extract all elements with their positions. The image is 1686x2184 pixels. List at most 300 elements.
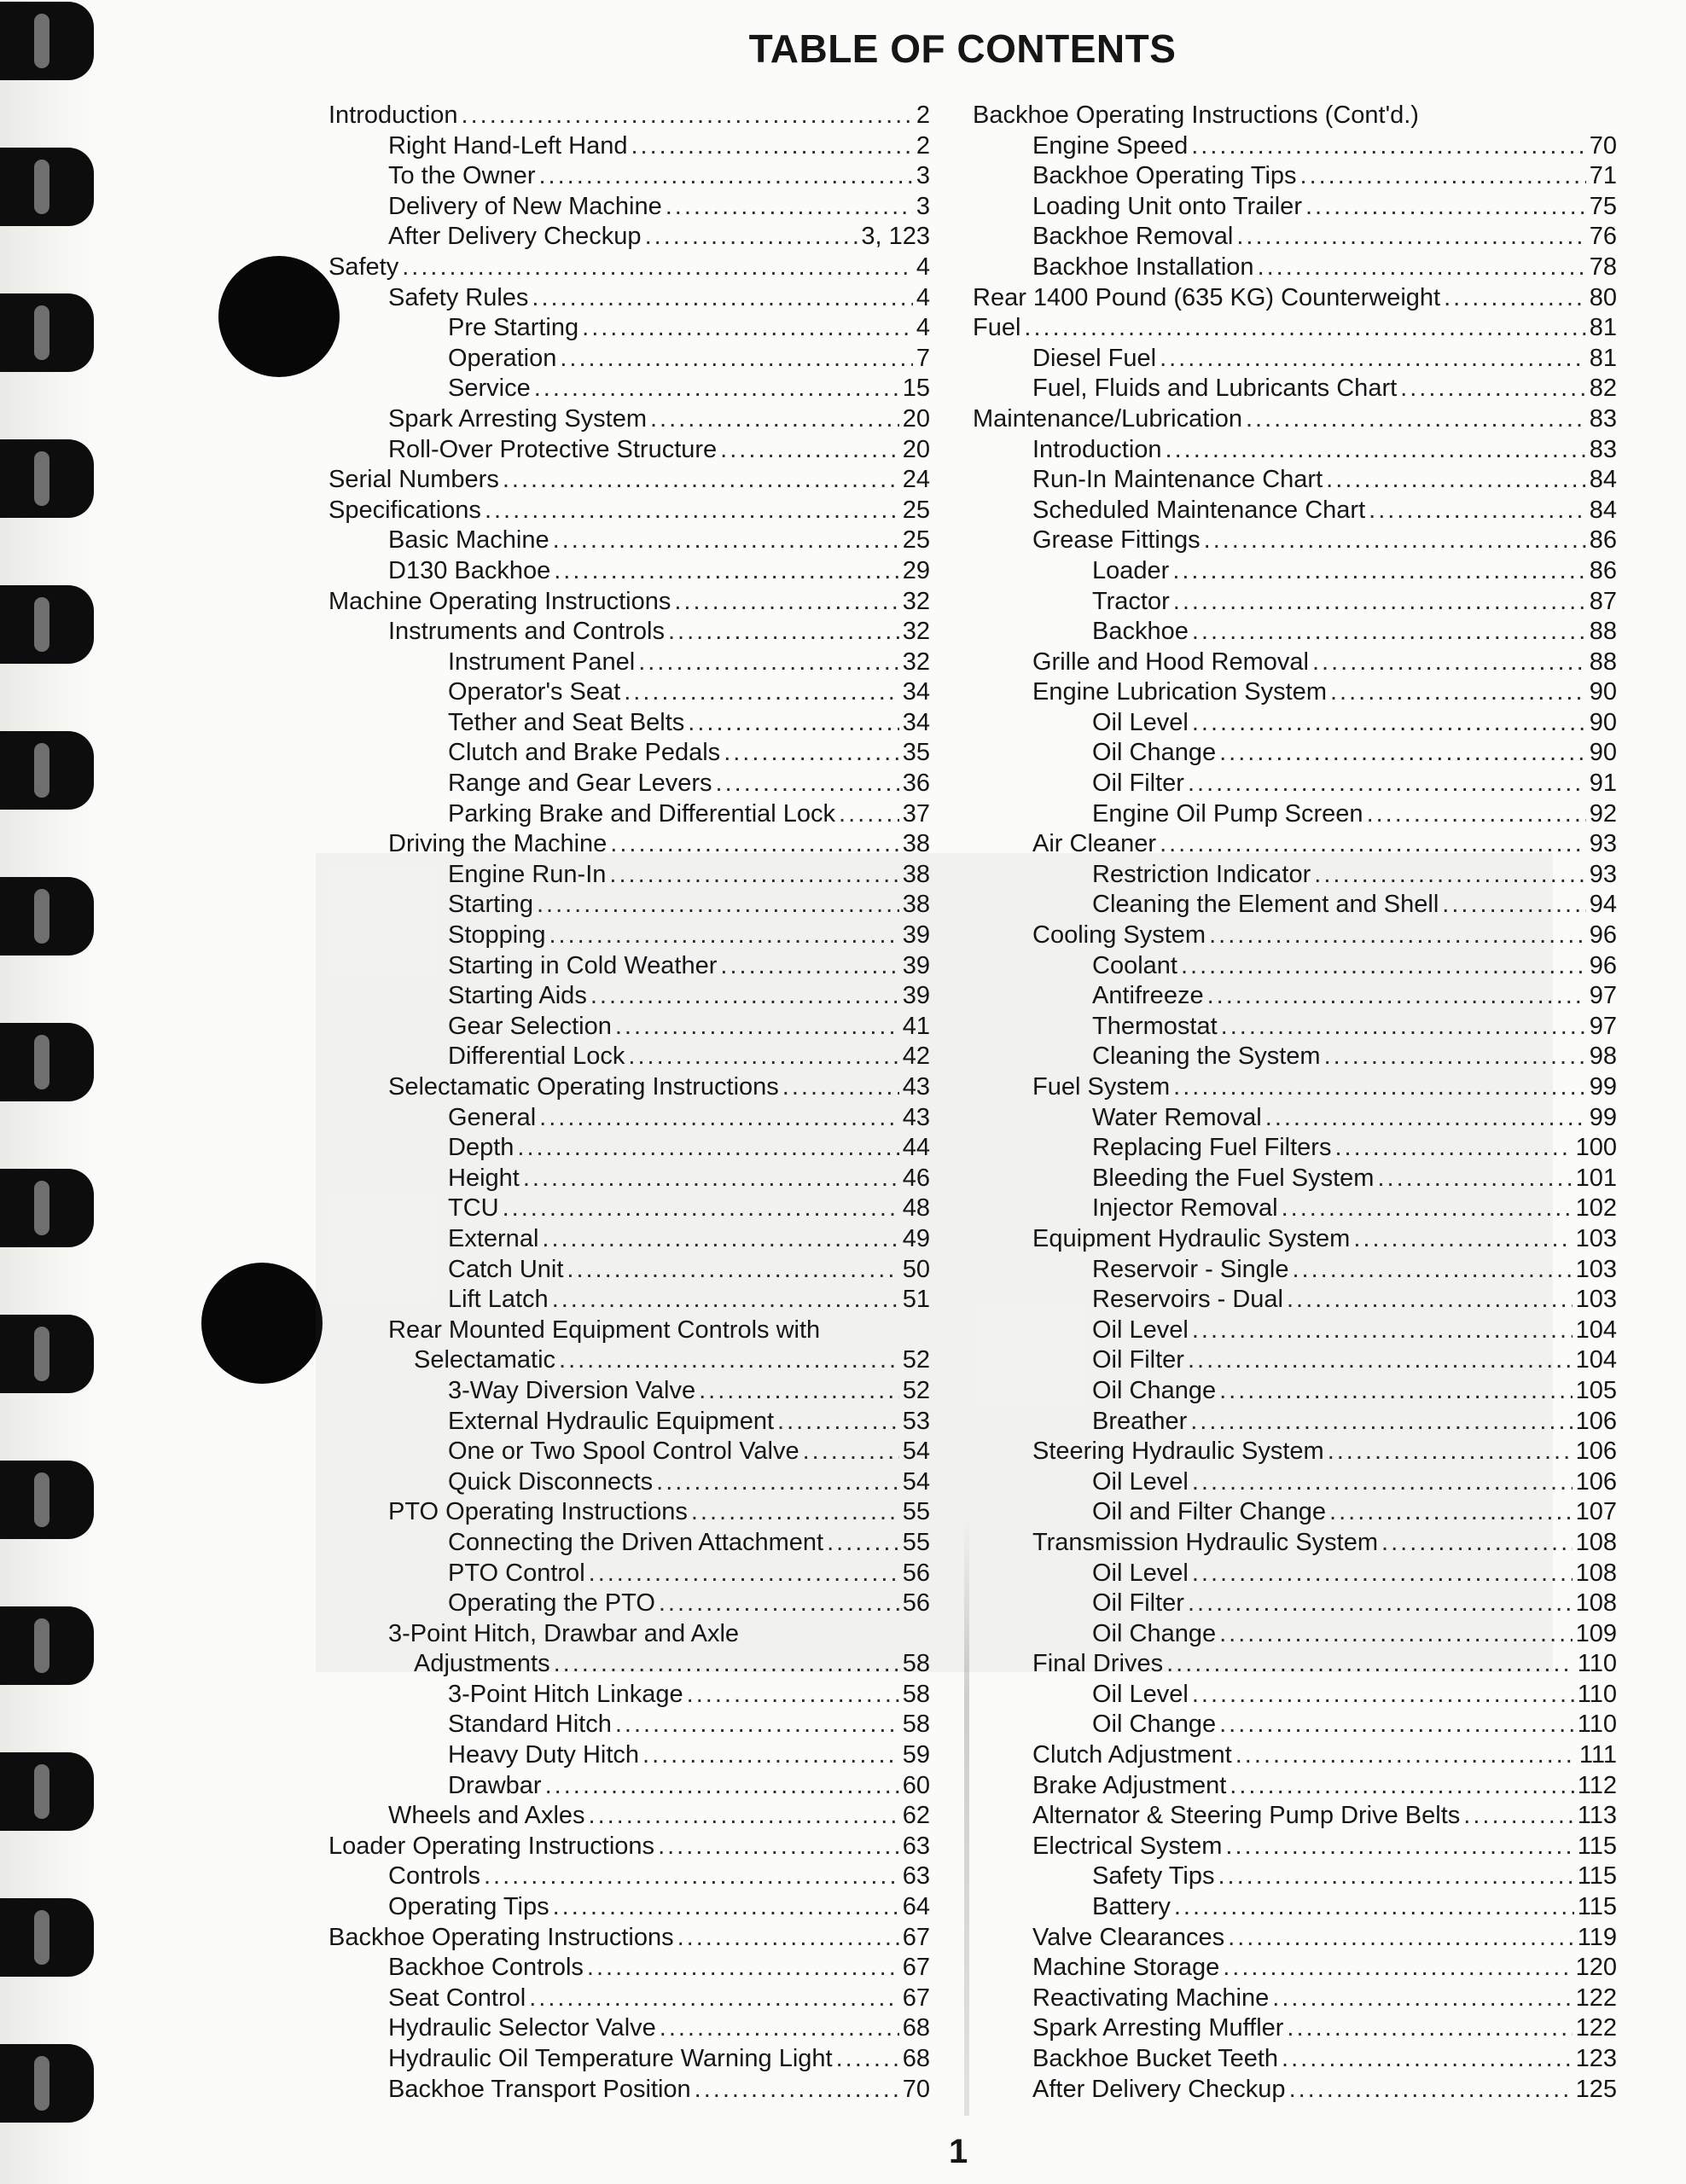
toc-entry-label: Controls bbox=[388, 1862, 480, 1891]
toc-entry bbox=[328, 587, 930, 618]
toc-entry-label: Engine Oil Pump Screen bbox=[1092, 799, 1363, 828]
dot-leader bbox=[1172, 556, 1585, 587]
dot-leader bbox=[587, 1953, 899, 1984]
toc-entry-page: 25 bbox=[902, 526, 930, 555]
toc-entry bbox=[973, 2013, 1617, 2044]
binding-coil bbox=[0, 1898, 94, 1977]
toc-entry bbox=[328, 1589, 930, 1619]
dot-leader bbox=[615, 1710, 899, 1740]
toc-entry-page: 110 bbox=[1577, 1711, 1617, 1739]
dot-leader bbox=[549, 921, 899, 951]
dot-leader bbox=[720, 951, 898, 982]
dot-leader bbox=[615, 1012, 899, 1043]
dot-leader bbox=[1218, 1862, 1573, 1892]
toc-entry bbox=[973, 1984, 1617, 2014]
toc-entry bbox=[973, 1345, 1617, 1376]
toc-entry bbox=[973, 648, 1617, 678]
toc-entry-page: 80 bbox=[1589, 283, 1617, 311]
toc-entry bbox=[328, 1407, 930, 1438]
dot-leader bbox=[610, 829, 898, 860]
toc-entry-label: Backhoe Operating Tips bbox=[1032, 162, 1297, 190]
toc-entry-page: 108 bbox=[1575, 1528, 1617, 1556]
toc-entry-label: Clutch and Brake Pedals bbox=[448, 739, 721, 767]
toc-entry bbox=[328, 1255, 930, 1286]
toc-entry-page: 70 bbox=[1589, 131, 1617, 160]
toc-entry-label: Selectamatic Operating Instructions bbox=[388, 1073, 779, 1101]
toc-entry bbox=[328, 829, 930, 860]
dot-leader bbox=[777, 1407, 899, 1438]
binding-coil bbox=[0, 1461, 94, 1539]
toc-entry bbox=[328, 1345, 930, 1376]
toc-entry-page: 7 bbox=[916, 344, 930, 372]
dot-leader bbox=[402, 253, 913, 283]
toc-entry-page: 37 bbox=[902, 799, 930, 828]
toc-entry-page: 110 bbox=[1577, 1680, 1617, 1708]
toc-entry-page: 87 bbox=[1589, 587, 1617, 615]
dot-leader bbox=[1353, 1224, 1572, 1255]
toc-entry-label: Backhoe Operating Instructions bbox=[328, 1923, 674, 1951]
toc-entry-label: Cleaning the Element and Shell bbox=[1092, 891, 1439, 919]
dot-leader bbox=[677, 1923, 899, 1954]
toc-entry-label: Electrical System bbox=[1032, 1832, 1223, 1860]
dot-leader bbox=[1173, 587, 1586, 618]
toc-entry-page: 123 bbox=[1575, 2045, 1617, 2072]
dot-leader bbox=[560, 344, 913, 375]
dot-leader bbox=[1329, 1497, 1573, 1528]
toc-entry-page: 109 bbox=[1575, 1619, 1617, 1647]
toc-entry bbox=[973, 799, 1617, 830]
binding-coil bbox=[0, 1315, 94, 1393]
toc-entry bbox=[973, 556, 1617, 587]
toc-entry bbox=[973, 587, 1617, 618]
toc-entry-page: 81 bbox=[1589, 344, 1617, 372]
toc-entry bbox=[328, 617, 930, 648]
dot-leader bbox=[645, 222, 858, 253]
toc-entry bbox=[973, 313, 1617, 344]
toc-entry bbox=[973, 829, 1617, 860]
dot-leader bbox=[589, 1559, 899, 1589]
toc-entry-label: Backhoe Controls bbox=[388, 1954, 584, 1982]
toc-entry-label: Connecting the Driven Attachment bbox=[448, 1528, 824, 1556]
toc-entry bbox=[973, 1953, 1617, 1984]
toc-entry-label: Quick Disconnects bbox=[448, 1467, 654, 1496]
toc-entry-page: 115 bbox=[1577, 1893, 1617, 1921]
toc-entry-label: Rear 1400 Pound (635 KG) Counterweight bbox=[973, 283, 1441, 311]
toc-entry bbox=[973, 1862, 1617, 1892]
toc-entry-label: Backhoe Removal bbox=[1032, 223, 1234, 251]
dot-leader bbox=[537, 890, 899, 921]
toc-entry-label: Backhoe Bucket Teeth bbox=[1032, 2045, 1279, 2072]
toc-entry bbox=[973, 1923, 1617, 1954]
binding-coil bbox=[0, 585, 94, 664]
toc-entry bbox=[973, 1832, 1617, 1862]
dot-leader bbox=[659, 1589, 899, 1619]
dot-leader bbox=[1463, 1801, 1573, 1832]
toc-entry bbox=[328, 1012, 930, 1043]
toc-entry-page: 2 bbox=[916, 102, 930, 129]
toc-entry bbox=[328, 860, 930, 891]
toc-entry-label: After Delivery Checkup bbox=[388, 223, 642, 251]
toc-entry bbox=[328, 799, 930, 830]
toc-entry-label: Cooling System bbox=[1032, 921, 1206, 950]
toc-entry-label: Grille and Hood Removal bbox=[1032, 648, 1309, 676]
toc-entry-page: 55 bbox=[902, 1498, 930, 1526]
dot-leader bbox=[1282, 1194, 1573, 1224]
toc-entry-page: 50 bbox=[902, 1255, 930, 1283]
toc-entry bbox=[328, 496, 930, 526]
toc-entry-label: 3-Point Hitch, Drawbar and Axle bbox=[388, 1619, 740, 1647]
toc-entry-label: Seat Control bbox=[388, 1984, 526, 2012]
toc-entry-page: 4 bbox=[916, 253, 930, 281]
dot-leader bbox=[656, 1467, 899, 1498]
toc-entry bbox=[973, 1559, 1617, 1589]
dot-leader bbox=[1312, 648, 1586, 678]
toc-entry bbox=[973, 1224, 1617, 1255]
toc-entry-page: 90 bbox=[1589, 739, 1617, 767]
dot-leader bbox=[590, 981, 899, 1012]
dot-leader bbox=[553, 1892, 899, 1923]
toc-entry-label: Maintenance/Lubrication bbox=[973, 404, 1242, 433]
dot-leader bbox=[1166, 1649, 1574, 1680]
toc-entry bbox=[973, 981, 1617, 1012]
toc-entry bbox=[328, 769, 930, 799]
toc-entry-page: 39 bbox=[902, 921, 930, 950]
toc-entry-page: 108 bbox=[1575, 1559, 1617, 1587]
toc-entry-label: Oil Change bbox=[1092, 1376, 1217, 1404]
toc-entry-page: 20 bbox=[902, 404, 930, 433]
toc-entry-label: Thermostat bbox=[1092, 1012, 1218, 1040]
toc-entry-page: 32 bbox=[902, 587, 930, 615]
dot-leader bbox=[553, 526, 899, 556]
dot-leader bbox=[1230, 1771, 1573, 1802]
toc-entry bbox=[973, 283, 1617, 314]
dot-leader bbox=[674, 587, 898, 618]
toc-entry bbox=[328, 1801, 930, 1832]
toc-entry bbox=[328, 161, 930, 192]
toc-entry-label: PTO Operating Instructions bbox=[388, 1498, 688, 1526]
toc-entry bbox=[328, 435, 930, 466]
toc-entry bbox=[328, 222, 930, 253]
toc-entry-label: Backhoe Operating Instructions (Cont'd.) bbox=[973, 102, 1419, 129]
dot-leader bbox=[1188, 1345, 1573, 1376]
toc-entry-page: 103 bbox=[1575, 1255, 1617, 1283]
toc-entry-page: 62 bbox=[902, 1802, 930, 1830]
toc-entry bbox=[973, 1740, 1617, 1771]
toc-entry-page: 59 bbox=[902, 1741, 930, 1769]
toc-entry-label: Lift Latch bbox=[448, 1286, 549, 1314]
toc-entry bbox=[973, 1133, 1617, 1164]
toc-entry bbox=[973, 1012, 1617, 1043]
toc-entry bbox=[328, 1771, 930, 1802]
toc-entry-page: 48 bbox=[902, 1194, 930, 1223]
toc-entry-page: 55 bbox=[902, 1528, 930, 1556]
dot-leader bbox=[1282, 2044, 1573, 2075]
toc-entry-page: 97 bbox=[1589, 1012, 1617, 1040]
dot-leader bbox=[803, 1437, 899, 1467]
toc-entry-page: 113 bbox=[1577, 1802, 1617, 1830]
toc-entry-label: Selectamatic bbox=[414, 1346, 556, 1374]
toc-entry bbox=[973, 161, 1617, 192]
toc-entry-page: 3 bbox=[916, 192, 930, 220]
toc-entry bbox=[973, 374, 1617, 404]
toc-entry bbox=[973, 1285, 1617, 1316]
toc-entry-page: 107 bbox=[1575, 1498, 1617, 1526]
toc-entry-label: Range and Gear Levers bbox=[448, 770, 712, 798]
toc-entry-page: 122 bbox=[1575, 2014, 1617, 2042]
toc-entry bbox=[973, 192, 1617, 223]
toc-entry-page: 68 bbox=[902, 2014, 930, 2042]
dot-leader bbox=[1221, 1012, 1586, 1043]
toc-entry-label: Backhoe Transport Position bbox=[388, 2075, 691, 2103]
dot-leader bbox=[1400, 374, 1586, 404]
dot-leader bbox=[554, 556, 898, 587]
toc-entry-page: 49 bbox=[902, 1224, 930, 1252]
dot-leader bbox=[1272, 1984, 1572, 2014]
toc-entry-label: Loader Operating Instructions bbox=[328, 1832, 655, 1860]
toc-entry-label: Fuel, Fluids and Lubricants Chart bbox=[1032, 375, 1398, 403]
dot-leader bbox=[716, 769, 899, 799]
toc-entry-label: Operator's Seat bbox=[448, 678, 621, 706]
toc-entry-label: Oil Level bbox=[1092, 1467, 1189, 1496]
toc-entry-page: 84 bbox=[1589, 466, 1617, 494]
toc-entry-label: Valve Clearances bbox=[1032, 1923, 1225, 1951]
toc-entry-page: 122 bbox=[1575, 1984, 1617, 2012]
toc-entry-page: 24 bbox=[902, 466, 930, 494]
toc-entry-page: 81 bbox=[1589, 314, 1617, 342]
toc-entry-label: Bleeding the Fuel System bbox=[1092, 1164, 1375, 1192]
dot-leader bbox=[1300, 161, 1586, 192]
toc-entry-page: 3, 123 bbox=[861, 223, 930, 251]
toc-entry-page: 3 bbox=[916, 162, 930, 190]
toc-entry-page: 93 bbox=[1589, 860, 1617, 888]
toc-entry-label: Engine Lubrication System bbox=[1032, 678, 1327, 706]
toc-entry bbox=[328, 1316, 930, 1346]
dot-leader bbox=[1219, 1619, 1573, 1650]
dot-leader bbox=[1265, 1103, 1586, 1134]
toc-entry-page: 90 bbox=[1589, 708, 1617, 736]
toc-entry-page: 115 bbox=[1577, 1832, 1617, 1860]
toc-entry-page: 2 bbox=[916, 131, 930, 160]
dot-leader bbox=[1191, 131, 1586, 162]
toc-entry-label: Safety Tips bbox=[1092, 1862, 1215, 1891]
toc-entry bbox=[328, 1892, 930, 1923]
toc-entry bbox=[973, 1467, 1617, 1498]
toc-entry-page: 15 bbox=[902, 375, 930, 403]
toc-entry-page: 38 bbox=[902, 860, 930, 888]
toc-entry-page: 93 bbox=[1589, 830, 1617, 858]
toc-entry bbox=[328, 1528, 930, 1559]
toc-entry bbox=[973, 890, 1617, 921]
toc-entry-page: 119 bbox=[1577, 1923, 1617, 1951]
toc-entry bbox=[328, 1740, 930, 1771]
dot-leader bbox=[724, 738, 899, 769]
toc-entry-page: 102 bbox=[1575, 1194, 1617, 1223]
dot-leader bbox=[1192, 617, 1586, 648]
dot-leader bbox=[688, 708, 898, 739]
toc-entry bbox=[973, 1497, 1617, 1528]
toc-entry-page: 54 bbox=[902, 1467, 930, 1496]
toc-entry-label: Serial Numbers bbox=[328, 466, 499, 494]
toc-entry bbox=[973, 738, 1617, 769]
toc-entry-label: Clutch Adjustment bbox=[1032, 1741, 1232, 1769]
toc-entry-page: 101 bbox=[1575, 1164, 1617, 1192]
toc-entry-label: Safety bbox=[328, 253, 399, 281]
toc-entry-label: Breather bbox=[1092, 1407, 1188, 1435]
toc-entry-label: After Delivery Checkup bbox=[1032, 2075, 1286, 2103]
toc-entry bbox=[328, 465, 930, 496]
dot-leader bbox=[1314, 860, 1585, 891]
binding-coil bbox=[0, 2044, 94, 2123]
toc-entry-page: 75 bbox=[1589, 192, 1617, 220]
dot-leader bbox=[552, 1285, 899, 1316]
toc-entry-label: Spark Arresting System bbox=[388, 404, 647, 433]
toc-entry bbox=[328, 921, 930, 951]
dot-leader bbox=[631, 131, 913, 162]
dot-leader bbox=[1160, 829, 1586, 860]
toc-entry-label: Air Cleaner bbox=[1032, 830, 1157, 858]
toc-entry bbox=[328, 283, 930, 314]
toc-entry-page: 60 bbox=[902, 1771, 930, 1799]
toc-entry bbox=[328, 1559, 930, 1589]
dot-leader bbox=[660, 2013, 899, 2044]
dot-leader bbox=[523, 1164, 899, 1194]
toc-entry-page: 92 bbox=[1589, 799, 1617, 828]
toc-entry-label: Grease Fittings bbox=[1032, 526, 1201, 555]
toc-entry bbox=[328, 1497, 930, 1528]
toc-entry-label: Equipment Hydraulic System bbox=[1032, 1224, 1351, 1252]
toc-entry-page: 111 bbox=[1578, 1741, 1617, 1769]
toc-entry-page: 86 bbox=[1589, 556, 1617, 584]
toc-entry bbox=[328, 1072, 930, 1103]
toc-entry-label: Reservoirs - Dual bbox=[1092, 1286, 1283, 1314]
toc-entry-label: Water Removal bbox=[1092, 1103, 1262, 1131]
toc-entry-label: Brake Adjustment bbox=[1032, 1771, 1227, 1799]
toc-entry-label: Cleaning the System bbox=[1092, 1043, 1321, 1071]
dot-leader bbox=[1190, 1407, 1572, 1438]
dot-leader bbox=[534, 374, 899, 404]
dot-leader bbox=[538, 161, 912, 192]
toc-entry-page: 91 bbox=[1589, 770, 1617, 798]
toc-entry bbox=[328, 1133, 930, 1164]
toc-entry bbox=[328, 192, 930, 223]
toc-entry-label: Restriction Indicator bbox=[1092, 860, 1311, 888]
toc-entry-label: External bbox=[448, 1224, 539, 1252]
binding-coil bbox=[0, 877, 94, 956]
binding-coil bbox=[0, 1752, 94, 1831]
toc-entry bbox=[328, 1437, 930, 1467]
toc-entry-label: Oil Level bbox=[1092, 708, 1189, 736]
dot-leader bbox=[1369, 496, 1586, 526]
toc-entry-label: External Hydraulic Equipment bbox=[448, 1407, 775, 1435]
toc-entry-page: 104 bbox=[1575, 1316, 1617, 1344]
toc-entry-label: Machine Storage bbox=[1032, 1954, 1220, 1982]
page-title: TABLE OF CONTENTS bbox=[748, 26, 1177, 71]
toc-entry-label: Oil Level bbox=[1092, 1559, 1189, 1587]
dot-leader bbox=[695, 2075, 899, 2106]
dot-leader bbox=[1287, 2013, 1572, 2044]
toc-entry-page: 104 bbox=[1575, 1346, 1617, 1374]
toc-entry-page: 34 bbox=[902, 708, 930, 736]
toc-entry bbox=[328, 951, 930, 982]
toc-right-column bbox=[973, 101, 1617, 2105]
toc-entry-page: 63 bbox=[902, 1832, 930, 1860]
toc-entry-label: Drawbar bbox=[448, 1771, 542, 1799]
toc-entry bbox=[328, 1103, 930, 1134]
toc-entry-page: 41 bbox=[902, 1012, 930, 1040]
dot-leader bbox=[1235, 1740, 1576, 1771]
dot-leader bbox=[485, 496, 899, 526]
dot-leader bbox=[1289, 2075, 1573, 2106]
toc-entry-page: 115 bbox=[1577, 1862, 1617, 1891]
toc-entry-label: Adjustments bbox=[414, 1650, 550, 1678]
dot-leader bbox=[1328, 1437, 1573, 1467]
toc-entry bbox=[973, 677, 1617, 708]
toc-entry bbox=[328, 1710, 930, 1740]
toc-entry-page: 53 bbox=[902, 1407, 930, 1435]
toc-entry-page: 100 bbox=[1575, 1134, 1617, 1162]
toc-entry-label: Driving the Machine bbox=[388, 830, 608, 858]
toc-entry bbox=[973, 1407, 1617, 1438]
dot-leader bbox=[1258, 253, 1586, 283]
binding-coil bbox=[0, 1169, 94, 1247]
toc-entry bbox=[973, 1316, 1617, 1346]
toc-entry bbox=[328, 708, 930, 739]
binding-coil bbox=[0, 1606, 94, 1685]
toc-entry-label: Oil Filter bbox=[1092, 770, 1184, 798]
dot-leader bbox=[1246, 404, 1586, 435]
toc-entry-page: 20 bbox=[902, 435, 930, 463]
toc-entry-label: Scheduled Maintenance Chart bbox=[1032, 496, 1366, 524]
dot-leader bbox=[1377, 1164, 1572, 1194]
toc-entry bbox=[328, 1862, 930, 1892]
toc-entry bbox=[973, 1072, 1617, 1103]
toc-entry-page: 97 bbox=[1589, 982, 1617, 1010]
dot-leader bbox=[1160, 344, 1586, 375]
toc-entry-page: 52 bbox=[902, 1346, 930, 1374]
toc-entry bbox=[328, 981, 930, 1012]
dot-leader bbox=[642, 1740, 899, 1771]
toc-entry-label: Loading Unit onto Trailer bbox=[1032, 192, 1302, 220]
toc-entry-label: Spark Arresting Muffler bbox=[1032, 2014, 1284, 2042]
page-number: 1 bbox=[949, 2133, 968, 2170]
toc-entry-page: 38 bbox=[902, 891, 930, 919]
toc-entry-label: Reservoir - Single bbox=[1092, 1255, 1289, 1283]
toc-entry-page: 106 bbox=[1575, 1407, 1617, 1435]
dot-leader bbox=[567, 1255, 898, 1286]
toc-entry-label: Differential Lock bbox=[448, 1043, 625, 1071]
dot-leader bbox=[539, 1103, 899, 1134]
toc-entry-page: 99 bbox=[1589, 1073, 1617, 1101]
toc-entry bbox=[328, 1285, 930, 1316]
toc-entry-page: 35 bbox=[902, 739, 930, 767]
dot-leader bbox=[720, 435, 899, 466]
toc-entry bbox=[973, 1892, 1617, 1923]
dot-leader bbox=[638, 648, 899, 678]
toc-entry-label: Introduction bbox=[328, 102, 458, 129]
toc-entry-label: Tether and Seat Belts bbox=[448, 708, 685, 736]
dot-leader bbox=[666, 192, 913, 223]
dot-leader bbox=[668, 617, 899, 648]
toc-entry-label: Oil Filter bbox=[1092, 1589, 1184, 1618]
toc-entry-page: 25 bbox=[902, 496, 930, 524]
dot-leader bbox=[1166, 435, 1586, 466]
toc-entry bbox=[328, 2044, 930, 2075]
dot-leader bbox=[503, 465, 899, 496]
toc-entry bbox=[328, 1224, 930, 1255]
dot-leader bbox=[1204, 526, 1586, 556]
toc-entry-label: Backhoe Installation bbox=[1032, 253, 1254, 281]
toc-entry-page: 32 bbox=[902, 618, 930, 646]
